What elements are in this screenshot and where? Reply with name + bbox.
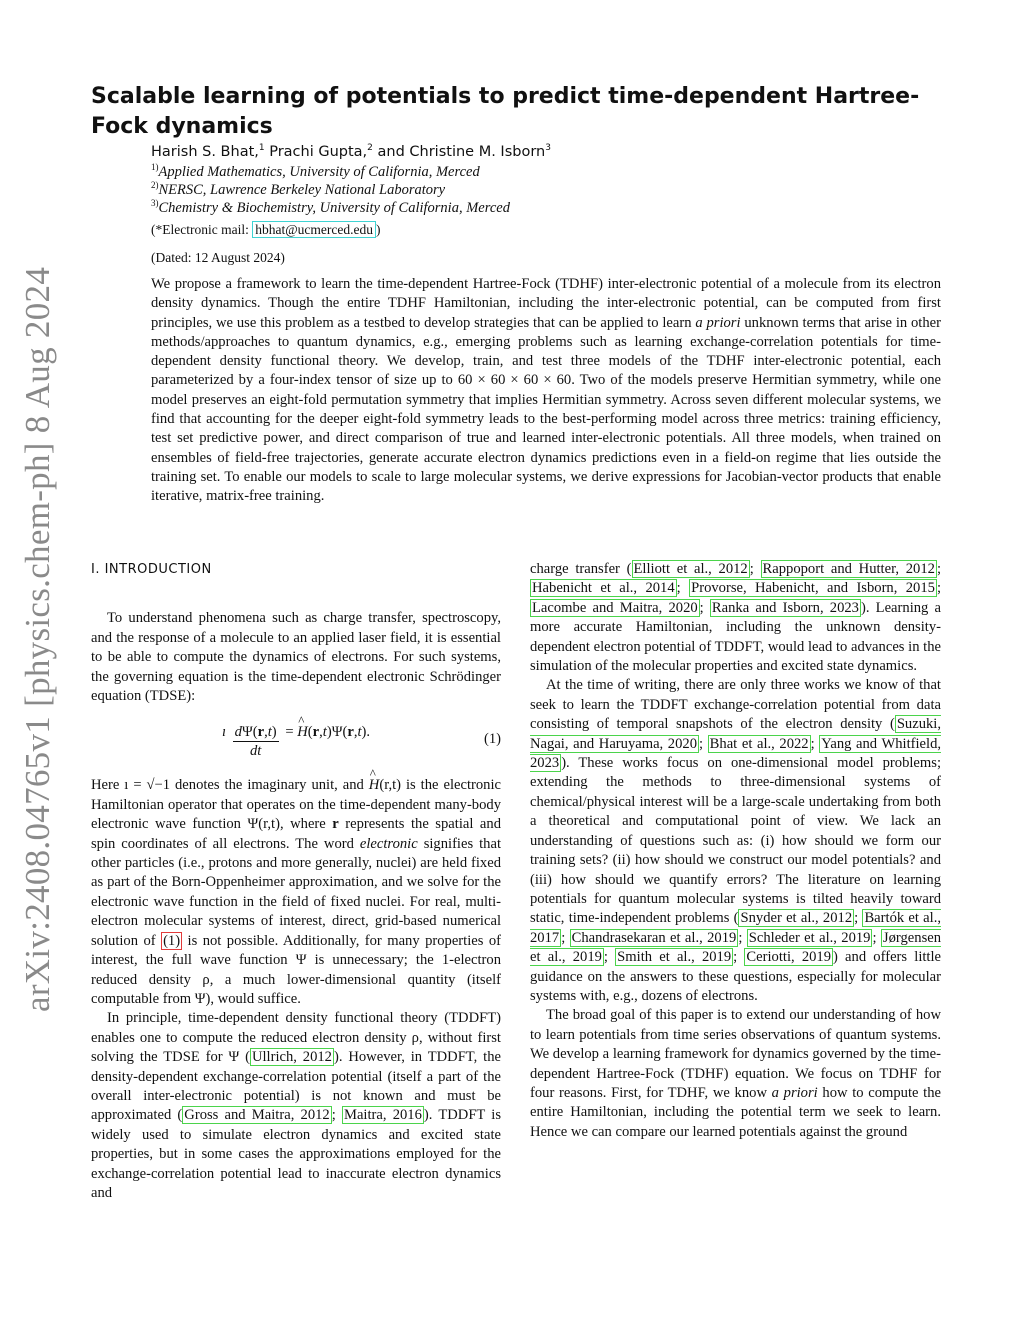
p2-text-d: signifies that other particles (i.e., protons and more generally, nuclei) are held fixed as part of the Born-Oppenheimer approximation, and we solve for the electronic wave function in the field of fixed nuclei. For real, multi-electron molecular systems of interest, direct, grid-based numerical solution of: [91, 835, 501, 949]
author-1-sup: 1: [258, 143, 265, 153]
affiliation-3: [151, 198, 510, 217]
section-heading: I. INTRODUCTION: [91, 562, 212, 577]
citation-link[interactable]: Rappoport and Hutter, 2012: [762, 561, 935, 577]
p2-italic: electronic: [359, 835, 418, 852]
equation-tdse: [91, 714, 501, 768]
dated-line: (Dated: 12 August 2024): [151, 250, 285, 265]
abstract-text-1: We propose a framework to learn the time-dependent Hartree-Fock (TDHF) inter-electronic potential of a molecule from its electron density dynamics. Though the entire TDHF Hamiltonian, including the inter-electronic potential, can be computed from first principles, we use this problem as a testbed to develop strategies that can be applied to learn: [151, 276, 941, 331]
citation-link[interactable]: Chandrasekaran et al., 2019: [571, 929, 737, 946]
affiliation-1-num: 1): [151, 162, 159, 172]
right-paragraph-1: charge transfer ( Elliott et al., 2012 ; Rappoport and Hutter, 2012 ; Habenicht et al., 2014 ; Provorse, Habenicht, and Isborn, 2015 ; Lacombe and Maitra, 2020 ; Ranka and Isborn, 2023 ). Learning a more accurate Hamiltonian, including the unknown density-dependent electron potential of TDDFT, would lead to advances in the simulation of the molecular properties and excited state dynamics.: [530, 561, 942, 675]
affiliation-3-text: Chemistry & Biochemistry, University of California, Merced: [158, 199, 510, 216]
r1-text-b: ). Learning a more accurate Hamiltonian, including the unknown density-dependent electron potential of TDDFT, would lead to advances in the simulation of the molecular properties and excited state dynamics.: [530, 599, 942, 675]
citation-link[interactable]: Ullrich, 2012: [251, 1049, 332, 1066]
author-list: [151, 143, 551, 160]
citation-link[interactable]: Smith et al., 2019: [617, 949, 732, 966]
citation-link[interactable]: Ranka and Isborn, 2023: [711, 599, 859, 616]
affiliation-2-text: NERSC, Lawrence Berkeley National Laboratory: [158, 181, 446, 198]
intro-paragraph-3: In principle, time-dependent density functional theory (TDDFT) enables one to compute the reduced electron density ρ, without first solving the TDSE for Ψ ( Ullrich, 2012 ). However, in TDDFT, the density-dependent exchange-correlation potential (itself a part of the overall inter-electronic potential) is not known and must be approximated ( Gross and Maitra, 2012 ; Maitra, 2016 ). TDDFT is widely used to simulate electron dynamics and excited state properties, but in some cases the approximations employed for the exchange-correlation potential lead to inaccurate electron dynamics and: [91, 1010, 501, 1201]
citation-link[interactable]: Yang and Whitfield, 2023: [530, 735, 942, 772]
intro-paragraph-1: To understand phenomena such as charge transfer, spectroscopy, and the response of a molecule to an applied laser field, it is essential to be able to compute the dynamics of electrons. For such systems, the governing equation is the time-dependent electronic Schrödinger equation (TDSE):: [91, 610, 501, 705]
affiliation-3-num: 3): [151, 198, 159, 208]
r2-text-b: ). These works focus on one-dimensional model problems; extending the methods to three-dimensional systems of chemical/physical interest will be a large-scale undertaking from both a theoretical and computational point of view. We lack an understanding of questions such as: (i) how should we form our training sets? (ii) how should we construct our model potentials? and (iii) how should we quantify errors? The literature on learning potentials for quantum molecular systems is tilted heavily toward static, time-independent problems (: [530, 755, 941, 927]
left-column: [91, 560, 501, 1203]
citation-link[interactable]: Jørgensen et al., 2019: [530, 929, 942, 966]
p2-text-b: (r,t) is the electronic Hamiltonian operator that operates on the time-dependent many-body electronic wave function Ψ(r,t), where: [91, 777, 501, 833]
abstract-italic: a priori: [695, 314, 741, 331]
affiliation-2-num: 2): [151, 180, 159, 190]
author-3-sup: 3: [545, 143, 551, 153]
citation-link[interactable]: Maitra, 2016: [343, 1107, 422, 1124]
author-2-sup: 2: [367, 143, 373, 153]
right-paragraph-2: At the time of writing, there are only three works we know of that seek to learn the TDDFT exchange-correlation potential from data consisting of temporal snapshots of the electron density ( Suzuki, Nagai, and Haruyama, 2020 ; Bhat et al., 2022 ; Yang and Whitfield, 2023 ). These works focus on one-dimensional model problems; extending the methods to three-dimensional systems of chemical/physical interest will be a large-scale undertaking from both a theoretical and computational point of view. We lack an understanding of questions such as: (i) how should we form our training sets? (ii) how should we construct our model potentials? and (iii) how should we quantify errors? The literature on learning potentials for quantum molecular systems is tilted heavily toward static, time-independent problems ( Snyder et al., 2012 ; Bartók et al., 2017 ; Chandrasekaran et al., 2019 ; Schleder et al., 2019 ; Jørgensen et al., 2019 ; Smith et al., 2019 ; Ceriotti, 2019 ) and offers little guidance on the answers to these questions, especially for molecular systems with, e.g., dozens of electrons.: [530, 677, 942, 1004]
affiliation-1-text: Applied Mathematics, University of California, Merced: [158, 163, 480, 180]
p3-text-a: In principle, time-dependent density functional theory (TDDFT) enables one to compute the reduced electron density ρ, without first solving the TDSE for Ψ (: [91, 1010, 501, 1066]
p3-text-c: ). TDDFT is widely used to simulate electron dynamics and excited state properties, but in some cases the approximations employed for the exchange-correlation potential lead to inaccurate electron dynamics and: [91, 1107, 501, 1201]
right-paragraph-3: [530, 1006, 941, 1142]
email-prefix: (*Electronic mail:: [151, 222, 249, 237]
affiliation-1: [151, 162, 480, 181]
r-symbol: r: [332, 816, 339, 833]
contact-email: [151, 222, 380, 238]
p2-text-c: represents the spatial and spin coordinates of all electrons. The word: [91, 816, 501, 852]
r2-text-a: At the time of writing, there are only three works we know of that seek to learn the TDDFT exchange-correlation potential from data consisting of temporal snapshots of the electron density (: [530, 677, 941, 733]
affiliation-2: [151, 180, 445, 199]
citation-link[interactable]: Ceriotti, 2019: [746, 949, 832, 966]
p2-text-e: is not possible. Additionally, for many properties of interest, the full wave function Ψ is unnecessary; the 1-electron reduced density ρ, a much lower-dimensional quantity (itself computable from Ψ), would suffice.: [91, 932, 502, 1007]
p3-text-b: ). However, in TDDFT, the density-dependent exchange-correlation potential (itself a part of the overall inter-electronic potential) is not known and must be approximated (: [91, 1049, 501, 1124]
abstract: [151, 275, 941, 507]
intro-paragraph-2: [91, 776, 501, 1009]
equation-number: (1): [483, 731, 501, 748]
right-column: [530, 560, 941, 1142]
citation-link[interactable]: Habenicht et al., 2014: [532, 580, 675, 597]
r3-text-a: The broad goal of this paper is to extend our understanding of how to learn potentials from time series observations of quantum systems. We develop a learning framework for dynamics governed by the time-dependent Hartree-Fock (TDHF) equation. We focus on TDHF for four reasons. First, for TDHF, we know: [530, 1007, 941, 1101]
abstract-text-2: unknown terms that arise in other methods/approaches to quantum dynamics, e.g., emerging problems such as learning exchange-correlation potentials for time-dependent density functional theory. We develop, train, and test three models of the TDHF inter-electronic potential, each parameterized by a four-index tensor of size up to 60 × 60 × 60 × 60. Two of the models preserve Hermitian symmetry, while one model preserves an eight-fold permutation symmetry that implies Hermitian symmetry. Across seven different molecular systems, we find that accounting for the deeper eight-fold symmetry leads to the best-performing model across three metrics: training efficiency, test set predictive power, and direct comparison of true and learned inter-electronic potentials. All three models, when trained on ensembles of field-free trajectories, generate accurate electron dynamics predictions even in a field-on regime that lies outside the training set. To enable our models to scale to large molecular systems, we derive expressions for Jacobian-vector products that enable iterative, matrix-free training.: [151, 314, 941, 505]
citation-link[interactable]: Provorse, Habenicht, and Isborn, 2015: [691, 580, 935, 597]
r3-italic: a priori: [771, 1084, 818, 1101]
citation-link[interactable]: Lacombe and Maitra, 2020: [532, 599, 698, 616]
r1-text-a: charge transfer (: [530, 561, 632, 577]
p2-text-a: Here ı = √−1 denotes the imaginary unit, and: [91, 777, 364, 794]
r3-text-b: how to compute the entire Hamiltonian, including the potential term we seek to learn. Hence we can compare our learned potentials against the ground: [530, 1084, 941, 1140]
citation-link[interactable]: Snyder et al., 2012: [740, 910, 853, 927]
citation-link[interactable]: Schleder et al., 2019: [748, 929, 871, 946]
equation-body: ı $\frac{d\Psi(r,t)}{dt}$ = ^ H(r,t)Ψ(r,t).: [222, 723, 370, 760]
author-2: Prachi Gupta,: [269, 143, 368, 160]
citation-link[interactable]: Bhat et al., 2022: [709, 735, 809, 752]
email-link[interactable]: hbhat@ucmerced.edu: [252, 221, 376, 238]
email-suffix: ): [375, 222, 381, 237]
citation-link[interactable]: Bartók et al., 2017: [530, 910, 942, 946]
hamiltonian-symbol: ^ H: [369, 776, 380, 795]
author-1: Harish S. Bhat,: [151, 143, 259, 160]
author-3: and Christine M. Isborn: [377, 143, 546, 160]
arxiv-identifier: arXiv:2408.04765v1 [physics.chem-ph] 8 Aug 2024: [18, 266, 57, 1012]
citation-link[interactable]: Elliott et al., 2012: [633, 561, 748, 577]
paper-title: Scalable learning of potentials to predict time-dependent Hartree-Fock dynamics: [91, 84, 920, 139]
r2-text-c: ) and offers little guidance on the answers to these questions, especially for molecular systems with, e.g., dozens of electrons.: [530, 949, 942, 1004]
equation-ref-link[interactable]: (1): [163, 932, 181, 949]
citation-link[interactable]: Suzuki, Nagai, and Haruyama, 2020: [530, 716, 941, 752]
citation-link[interactable]: Gross and Maitra, 2012: [184, 1107, 330, 1124]
